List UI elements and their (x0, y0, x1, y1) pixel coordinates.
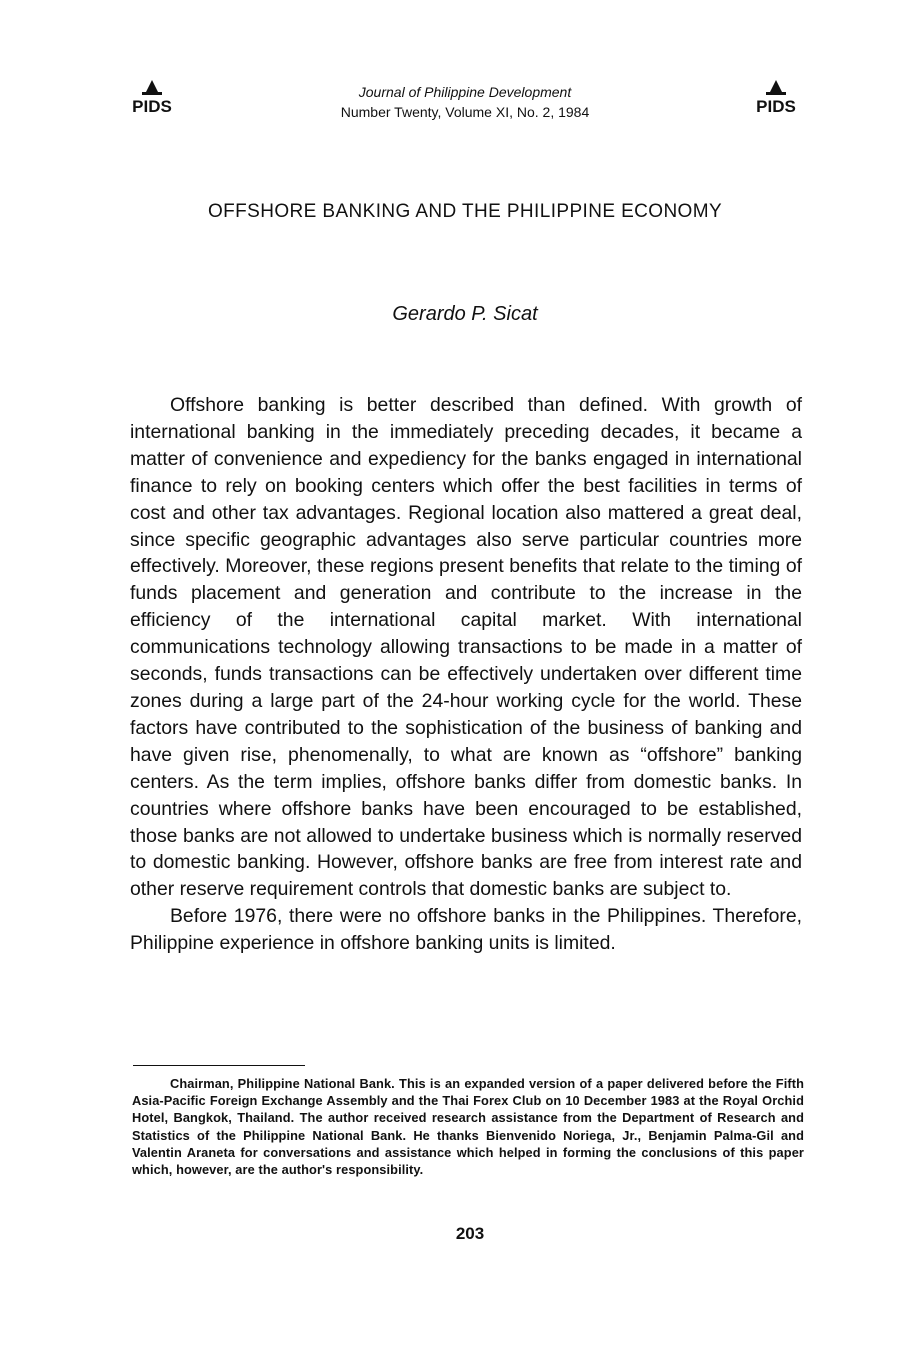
pids-logo-left (124, 78, 180, 118)
pids-logo-text: PIDS (132, 97, 172, 116)
pids-logo-icon (748, 78, 804, 118)
article-body (130, 392, 802, 957)
journal-name: Journal of Philippine Development (358, 84, 572, 100)
body-paragraph: Offshore banking is better described than defined. With growth of international banking in the immediately preceding decades, it became a matter of convenience and expediency for the banks engaged in international finance to rely on booking centers which offer the best facilities in terms of cost and other tax advantages. Regional location also mattered a great deal, since specific geographic advantages also serve particular countries more effectively. Moreover, these regions present benefits that relate to the timing of funds placement and generation and contribute to the increase in the efficiency of the international capital market. With international communications technology allowing transactions to be made in a matter of seconds, funds transactions can be effectively undertaken over different time zones during a large part of the 24-hour working cycle for the world. These factors have contributed to the sophistication of the business of banking and have given rise, phenomenally, to what are known as “offshore” banking centers. As the term implies, offshore banks differ from domestic banks. In countries where offshore banks have been encouraged to be established, those banks are not allowed to undertake business which is normally reserved to domestic banking. However, offshore banks are free from interest rate and other reserve requirement controls that domestic banks are subject to. (130, 394, 802, 901)
footnote (132, 1075, 804, 1178)
page-number: 203 (455, 1224, 485, 1243)
journal-header (300, 82, 630, 122)
pids-logo-text: PIDS (756, 97, 796, 116)
footnote-divider (133, 1065, 305, 1066)
pids-logo-icon (124, 78, 180, 118)
issue-info: Number Twenty, Volume XI, No. 2, 1984 (340, 104, 590, 120)
article-author: Gerardo P. Sicat (392, 303, 538, 325)
pids-logo-right (748, 78, 804, 118)
body-paragraph: Before 1976, there were no offshore banks in the Philippines. Therefore, Philippine experience in offshore banking units is limited. (130, 905, 802, 955)
article-title: OFFSHORE BANKING AND THE PHILIPPINE ECONOMY (207, 201, 723, 222)
footnote-text: Chairman, Philippine National Bank. This is an expanded version of a paper delivered before the Fifth Asia-Pacific Foreign Exchange Assembly and the Thai Forex Club on 10 December 1983 at the Royal Orchid Hotel, Bangkok, Thailand. The author received research assistance from the Department of Research and Statistics of the Philippine National Bank. He thanks Bienvenido Noriega, Jr., Benjamin Palma-Gil and Valentin Araneta for conversations and assistance which helped in forming the conclusions of this paper which, however, are the author's responsibility. (132, 1076, 804, 1178)
